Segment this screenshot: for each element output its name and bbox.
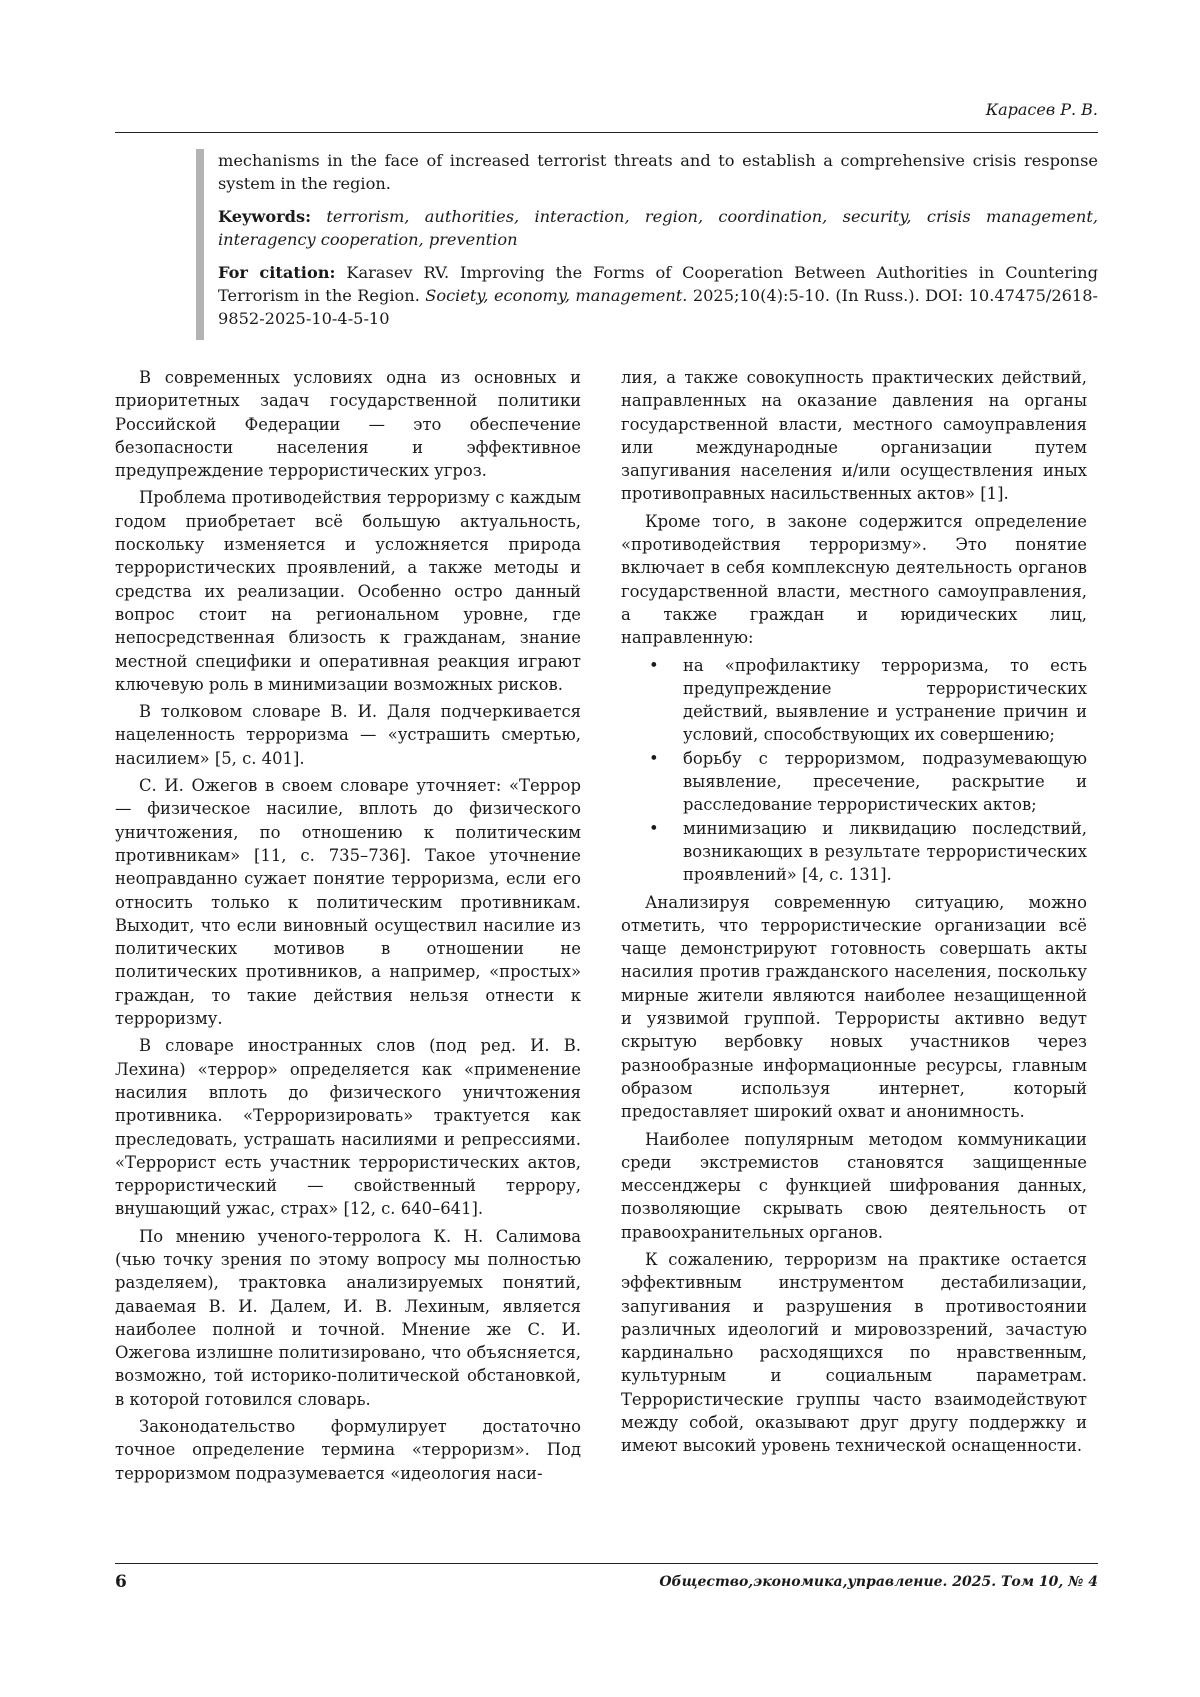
paragraph: Проблема противодействия терроризму с каждым годом приобретает всё большую актуальность, поскольку изменяется и усложняется природа террористических проявлений, а также методы и средства их реализации. Особенно остро данный вопрос стоит на региональном уровне, где непосредственная близость к гражданам, знание местной специфики и оперативная реакция играют ключевую роль в минимизации возможных рисков.: [115, 488, 581, 694]
header-divider: [115, 132, 1098, 133]
paragraph: По мнению ученого-терролога К. Н. Салимова (чью точку зрения по этому вопросу мы полностью разделяем), трактовка анализируемых понятий, даваемая В. И. Далем, И. В. Лехиным, является наиболее полной и точной. Мнение же С. И. Ожегова излишне политизировано, что объясняется, возможно, той историко-политической обстановкой, в которой готовился словарь.: [115, 1226, 581, 1409]
paragraph: К сожалению, терроризм на практике остается эффективным инструментом дестабилизации, запугивания и разрушения в противостоянии различных идеологий и мировоззрений, зачастую кардинально расходящихся по нравственным, культурным и социальным параметрам. Террористические группы часто взаимодействуют между собой, оказывают друг другу поддержку и имеют высокий уровень технической оснащенности.: [621, 1249, 1087, 1456]
paragraph: С. И. Ожегов в своем словаре уточняет: «Террор — физическое насилие, вплоть до физического уничтожения, по отношению к политическим противникам» [11, с. 735–736]. Такое уточнение неоправданно сужает понятие терроризма, если его относить только к политическим противникам. Выходит, что если виновный осуществил насилие из политических мотивов в отношении не политических противников, а например, «простых» граждан, то такие действия нельзя отнести к терроризму.: [115, 776, 581, 1029]
journal-title: Общество,экономика,управление. 2025. Том 10, № 4: [659, 1574, 1098, 1590]
keywords: [218, 205, 1098, 251]
list-item-text: борьбу с терроризмом, подразумевающую выявление, пресечение, раскрытие и расследование террористических актов;: [683, 748, 1087, 815]
abstract-tail: mechanisms in the face of increased terrorist threats and to establish a comprehensive crisis response system in the region.: [218, 151, 1098, 193]
left-column: [115, 366, 581, 1489]
keywords-list: terrorism, authorities, interaction, region, coordination, security, crisis management, interagency cooperation, prevention: [218, 207, 1098, 249]
running-head-author: Карасев Р. В.: [985, 100, 1098, 119]
paragraph: В современных условиях одна из основных и приоритетных задач государственной политики Российской Федерации — это обеспечение безопасности населения и эффективное предупреждение террористических угроз.: [115, 368, 581, 481]
list-item: [621, 817, 1087, 887]
paragraph: Законодательство формулирует достаточно точное определение термина «терроризм». Под терроризмом подразумевается «идеология наси-: [115, 1417, 581, 1483]
list-item-text: на «профилактику терроризма, то есть предупреждение террористических действий, выявление и устранение причин и условий, способствующих их совершению;: [683, 655, 1087, 745]
citation-journal: Society, economy, management.: [425, 286, 688, 305]
bullet-icon: •: [649, 748, 659, 768]
list-item-text: минимизацию и ликвидацию последствий, возникающих в результате террористических проявлений» [4, с. 131].: [683, 818, 1087, 885]
citation-text: Karasev RV. Improving the Forms of Cooperation Between Authorities in Countering Terrorism in the Region.: [218, 263, 1098, 305]
paragraph: В словаре иностранных слов (под ред. И. В. Лехина) «террор» определяется как «применение насилия вплоть до физического уничтожения противника. «Терроризировать» трактуется как преследовать, устрашать насилиями и репрессиями. «Террорист есть участник террористических актов, террористический — свойственный террору, внушающий ужас, страх» [12, с. 640–641].: [115, 1036, 581, 1219]
citation-details: 2025;10(4):5-10. (In Russ.). DOI: 10.47475/2618-9852-2025-10-4-5-10: [218, 286, 1098, 328]
list-item: [621, 747, 1087, 817]
citation-label: For citation:: [218, 263, 336, 282]
bullet-icon: •: [649, 818, 659, 838]
right-column: [621, 366, 1087, 1462]
abstract-block: [196, 149, 1098, 340]
paragraph: В толковом словаре В. И. Даля подчеркивается нацеленность терроризма — «устрашить смертью, насилием» [5, с. 401].: [115, 702, 581, 768]
bullet-icon: •: [649, 655, 659, 675]
keywords-label: Keywords:: [218, 207, 312, 226]
paragraph: Наиболее популярным методом коммуникации среди экстремистов становятся защищенные мессенджеры с функцией шифрования данных, позволяющие скрывать свою деятельность от правоохранительных органов.: [621, 1129, 1087, 1242]
list-item: [621, 654, 1087, 747]
page-number: 6: [115, 1572, 127, 1592]
paragraph: Анализируя современную ситуацию, можно отметить, что террористические организации всё чаще демонстрируют готовность совершать акты насилия против гражданского населения, поскольку мирные жители являются наиболее незащищенной и уязвимой группой. Террористы активно ведут скрытую вербовку новых участников через разнообразные информационные ресурсы, главным образом используя интернет, который предоставляет широкий охват и анонимность.: [621, 892, 1087, 1122]
citation: [218, 261, 1098, 330]
paragraph: Кроме того, в законе содержится определение «противодействия терроризму». Это понятие включает в себя комплексную деятельность органов государственной власти, местного самоуправления, а также граждан и юридических лиц, направленную:: [621, 511, 1087, 648]
footer-divider: [115, 1563, 1098, 1564]
paragraph-continuation: лия, а также совокупность практических действий, направленных на оказание давления на органы государственной власти, местного самоуправления или международные организации путем запугивания населения и/или осуществления иных противоправных насильственных актов» [1].: [621, 368, 1087, 504]
bullet-list: [621, 654, 1087, 887]
